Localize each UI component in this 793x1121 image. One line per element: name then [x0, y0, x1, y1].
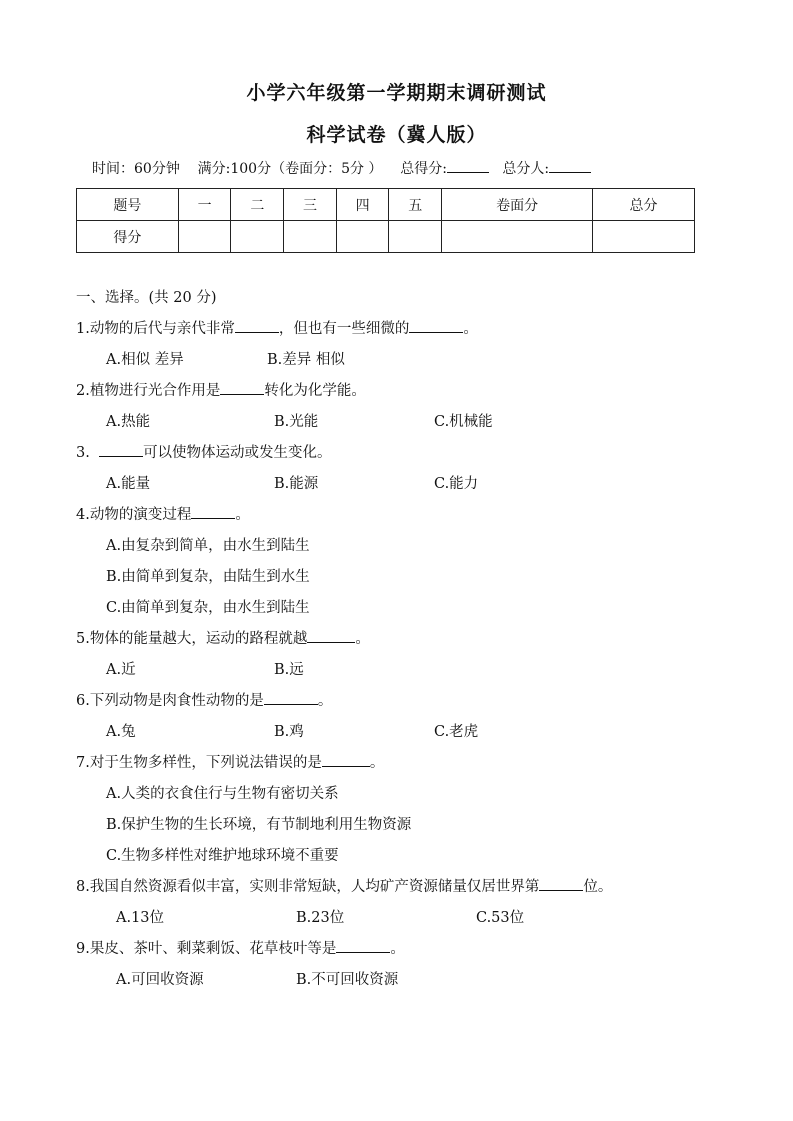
option[interactable]: A.相似 差异 — [106, 352, 184, 368]
question-text: 4.动物的演变过程 — [76, 507, 192, 523]
score-table — [76, 188, 695, 253]
question-text: 转化为化学能。 — [264, 383, 366, 399]
score-table-score-row — [77, 221, 695, 253]
page-subtitle: 科学试卷（冀人版） — [306, 124, 487, 146]
question-text: ，但也有一些细微的 — [278, 321, 410, 337]
scorer-blank[interactable] — [549, 158, 591, 173]
question-text: 5.物体的能量越大，运动的路程就越 — [76, 631, 308, 647]
score-header-cell: 五 — [389, 189, 442, 221]
score-header-cell: 二 — [231, 189, 284, 221]
question-1 — [76, 317, 478, 338]
option[interactable]: A.13位 — [116, 910, 165, 926]
answer-blank[interactable] — [307, 628, 355, 643]
question-8 — [76, 875, 612, 896]
question-text: 。 — [463, 321, 478, 337]
section-heading: 一、选择。(共 20 分) — [76, 290, 217, 306]
option[interactable]: B.能源 — [274, 476, 319, 492]
option[interactable]: B.不可回收资源 — [296, 972, 399, 988]
answer-blank[interactable] — [235, 318, 279, 333]
answer-blank[interactable] — [409, 318, 463, 333]
full-score-label: 满分:100分（卷面分：5分 ） — [197, 161, 383, 177]
question-text: 7.对于生物多样性，下列说法错误的是 — [76, 755, 322, 771]
option[interactable]: A.近 — [106, 662, 136, 678]
score-header-cell: 四 — [336, 189, 389, 221]
question-2 — [76, 379, 366, 400]
option[interactable]: A.兔 — [106, 724, 136, 740]
question-3 — [76, 441, 332, 462]
score-cell[interactable] — [231, 221, 284, 253]
question-9 — [76, 937, 405, 958]
option[interactable]: A.人类的衣食住行与生物有密切关系 — [106, 786, 339, 802]
total-score-label: 总得分: — [400, 161, 447, 177]
option[interactable]: C.老虎 — [434, 724, 479, 740]
option[interactable]: C.能力 — [434, 476, 479, 492]
question-text: 。 — [390, 941, 405, 957]
option[interactable]: B.23位 — [296, 910, 345, 926]
question-text: 。 — [235, 507, 250, 523]
score-cell[interactable] — [336, 221, 389, 253]
option[interactable]: B.远 — [274, 662, 304, 678]
answer-blank[interactable] — [264, 690, 318, 705]
answer-blank[interactable] — [99, 442, 143, 457]
score-cell[interactable] — [389, 221, 442, 253]
option[interactable]: B.鸡 — [274, 724, 304, 740]
question-7 — [76, 751, 384, 772]
question-text: 3. — [76, 445, 100, 461]
option[interactable]: B.由简单到复杂，由陆生到水生 — [106, 569, 310, 585]
score-table-header-row — [77, 189, 695, 221]
score-header-cell: 卷面分 — [442, 189, 593, 221]
score-header-cell: 一 — [178, 189, 231, 221]
score-cell[interactable] — [442, 221, 593, 253]
question-text: 。 — [317, 693, 333, 709]
time-label: 时间：60分钟 — [92, 161, 180, 177]
score-cell[interactable] — [593, 221, 695, 253]
option[interactable]: B.光能 — [274, 414, 319, 430]
scorer-label: 总分人: — [502, 161, 550, 177]
question-text: 1.动物的后代与亲代非常 — [76, 321, 235, 337]
exam-info — [92, 158, 591, 178]
score-cell[interactable] — [178, 221, 231, 253]
score-header-cell: 题号 — [77, 189, 179, 221]
question-text: 9.果皮、茶叶、剩菜剩饭、花草枝叶等是 — [76, 941, 337, 957]
question-text: 。 — [355, 631, 370, 647]
question-5 — [76, 627, 370, 648]
page-title: 小学六年级第一学期期末调研测试 — [246, 82, 547, 104]
option[interactable]: C.由简单到复杂，由水生到陆生 — [106, 600, 310, 616]
option[interactable]: A.由复杂到简单，由水生到陆生 — [106, 538, 310, 554]
question-text: 。 — [369, 755, 385, 771]
option[interactable]: B.差异 相似 — [267, 352, 345, 368]
total-score-blank[interactable] — [447, 158, 489, 173]
score-cell[interactable] — [284, 221, 337, 253]
option[interactable]: A.可回收资源 — [116, 972, 204, 988]
question-4 — [76, 503, 250, 524]
score-row-label: 得分 — [77, 221, 179, 253]
question-text: 2.植物进行光合作用是 — [76, 383, 221, 399]
question-text: 位。 — [583, 879, 613, 895]
option[interactable]: B.保护生物的生长环境，有节制地利用生物资源 — [106, 817, 412, 833]
answer-blank[interactable] — [191, 504, 235, 519]
question-6 — [76, 689, 332, 710]
question-text: 可以使物体运动或发生变化。 — [143, 445, 332, 461]
option[interactable]: A.能量 — [106, 476, 151, 492]
answer-blank[interactable] — [220, 380, 264, 395]
question-text: 6.下列动物是肉食性动物的是 — [76, 693, 264, 709]
option[interactable]: A.热能 — [106, 414, 151, 430]
option[interactable]: C.53位 — [476, 910, 525, 926]
option[interactable]: C.机械能 — [434, 414, 493, 430]
score-header-cell: 三 — [284, 189, 337, 221]
question-text: 8.我国自然资源看似丰富，实则非常短缺，人均矿产资源储量仅居世界第 — [76, 879, 540, 895]
answer-blank[interactable] — [336, 938, 390, 953]
answer-blank[interactable] — [322, 752, 370, 767]
option[interactable]: C.生物多样性对维护地球环境不重要 — [106, 848, 339, 864]
score-header-cell: 总分 — [593, 189, 695, 221]
answer-blank[interactable] — [539, 876, 583, 891]
